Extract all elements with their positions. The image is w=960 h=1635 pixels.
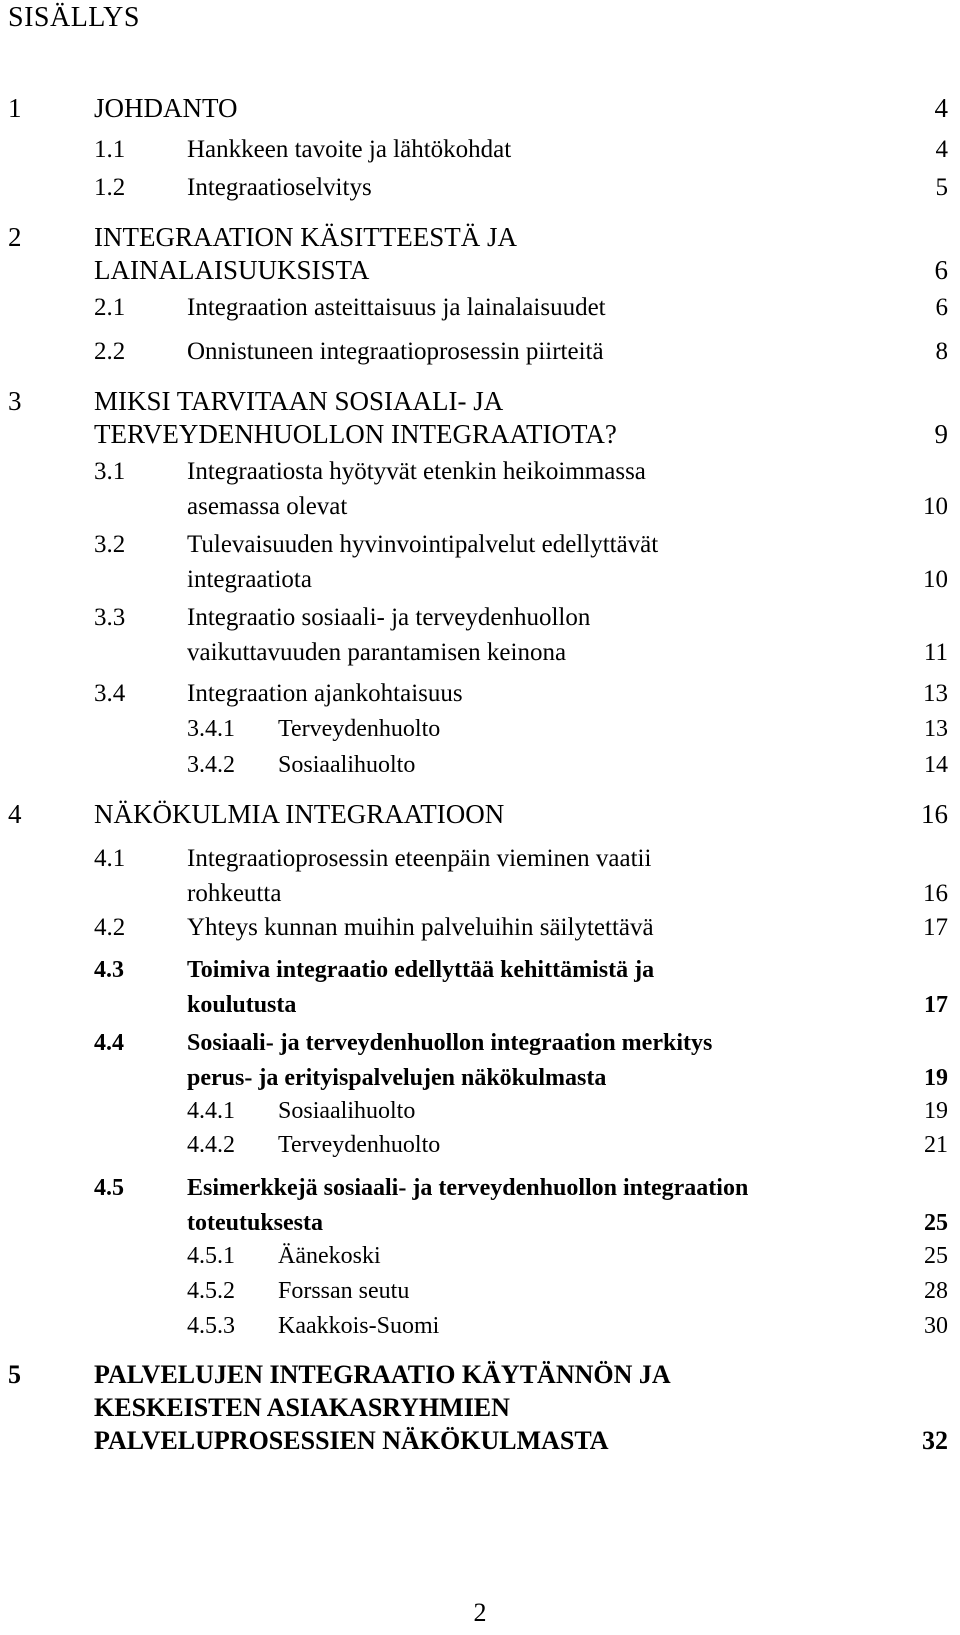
toc-entry-number: 1.2: [94, 174, 126, 201]
toc-entry-page: 14: [924, 752, 948, 778]
toc-entry-title-line: KESKEISTEN ASIAKASRYHMIEN: [94, 1393, 510, 1422]
toc-entry-number: 4: [8, 799, 22, 829]
toc-entry-page: 32: [922, 1426, 948, 1455]
toc-entry-number: 3.3: [94, 604, 126, 631]
toc-entry-title-line: rohkeutta: [187, 880, 282, 907]
toc-entry-number: 2.1: [94, 294, 126, 321]
toc-entry-number: 1.1: [94, 136, 126, 163]
toc-entry-title-line: NÄKÖKULMIA INTEGRAATIOON: [94, 799, 505, 829]
toc-entry-number: 3: [8, 386, 22, 416]
toc-entry-title-line: vaikuttavuuden parantamisen keinona: [187, 639, 567, 666]
toc-entry-number: 4.5.3: [187, 1313, 235, 1339]
toc-entry-page: 13: [923, 680, 948, 707]
toc-entry-page: 10: [923, 493, 948, 520]
toc-entry-title-line: Integraation ajankohtaisuus: [187, 680, 463, 707]
toc-entry-title-line: Yhteys kunnan muihin palveluihin säilytettävä: [187, 914, 654, 941]
toc-entry-number: 4.5: [94, 1175, 124, 1201]
toc-entry-page: 19: [924, 1065, 948, 1091]
toc-entry-title-line: integraatiota: [187, 566, 312, 593]
toc-entry-page: 4: [934, 93, 948, 123]
toc-entry-title-line: Terveydenhuolto: [278, 1132, 441, 1158]
toc-entry-page: 19: [924, 1098, 948, 1124]
toc-entry-number: 4.4.2: [187, 1132, 235, 1158]
toc-entry-number: 4.4: [94, 1030, 124, 1056]
toc-entry-number: 3.1: [94, 458, 126, 485]
toc-entry-number: 2: [8, 222, 22, 252]
toc-entry-title-line: Sosiaali- ja terveydenhuollon integraation merkitys: [187, 1030, 713, 1056]
toc-entry-title-line: Integraatioselvitys: [187, 174, 372, 201]
toc-entry-page: 9: [934, 419, 948, 449]
toc-entry-title-line: Kaakkois-Suomi: [278, 1313, 440, 1339]
toc-entry-number: 1: [8, 93, 22, 123]
toc-entry-number: 3.4.1: [187, 716, 235, 742]
toc-entry-number: 4.1: [94, 845, 126, 872]
toc-entry-number: 3.2: [94, 531, 126, 558]
toc-entry-title-line: Integraatio sosiaali- ja terveydenhuollon: [187, 604, 591, 631]
toc-entry-title-line: INTEGRAATION KÄSITTEESTÄ JA: [94, 222, 517, 252]
toc-entry-title-line: Tulevaisuuden hyvinvointipalvelut edellyttävät: [187, 531, 659, 558]
toc-entry-title-line: Integraatiosta hyötyvät etenkin heikoimmassa: [187, 458, 646, 485]
toc-entry-page: 25: [924, 1210, 948, 1236]
toc-entry-page: 30: [924, 1313, 948, 1339]
toc-entry-number: 3.4.2: [187, 752, 235, 778]
toc-entry-page: 6: [935, 294, 948, 321]
toc-entry-page: 16: [923, 880, 948, 907]
toc-entry-page: 4: [935, 136, 948, 163]
toc-entry-page: 5: [935, 174, 948, 201]
page-title: SISÄLLYS: [8, 2, 140, 33]
toc-entry-title-line: asemassa olevat: [187, 493, 348, 520]
toc-entry-page: 10: [923, 566, 948, 593]
toc-entry-number: 4.2: [94, 914, 126, 941]
toc-entry-title-line: PALVELUJEN INTEGRAATIO KÄYTÄNNÖN JA: [94, 1360, 671, 1389]
toc-entry-number: 4.5.1: [187, 1243, 235, 1269]
toc-entry-title-line: Forssan seutu: [278, 1278, 410, 1304]
toc-entry-number: 4.4.1: [187, 1098, 235, 1124]
toc-entry-title-line: Äänekoski: [278, 1243, 381, 1269]
toc-entry-number: 4.3: [94, 957, 124, 983]
toc-entry-title-line: TERVEYDENHUOLLON INTEGRAATIOTA?: [94, 419, 617, 449]
toc-entry-title-line: Integraatioprosessin eteenpäin vieminen vaatii: [187, 845, 652, 872]
toc-entry-number: 5: [8, 1360, 21, 1389]
page-number-footer: 2: [473, 1598, 487, 1627]
toc-entry-page: 6: [934, 255, 948, 285]
toc-entry-page: 16: [921, 799, 948, 829]
toc-entry-page: 21: [924, 1132, 948, 1158]
toc-entry-title-line: Integraation asteittaisuus ja lainalaisuudet: [187, 294, 606, 321]
toc-entry-number: 2.2: [94, 338, 126, 365]
toc-entry-number: 3.4: [94, 680, 126, 707]
toc-entry-title-line: Sosiaalihuolto: [278, 752, 416, 778]
toc-entry-title-line: Onnistuneen integraatioprosessin piirteitä: [187, 338, 604, 365]
toc-entry-number: 4.5.2: [187, 1278, 235, 1304]
toc-entry-title-line: JOHDANTO: [94, 93, 238, 123]
toc-entry-title-line: perus- ja erityispalvelujen näkökulmasta: [187, 1065, 607, 1091]
toc-entry-page: 13: [924, 716, 948, 742]
toc-entry-page: 11: [923, 639, 948, 666]
toc-entry-page: 17: [924, 992, 948, 1018]
toc-entry-page: 8: [935, 338, 948, 365]
toc-entry-title-line: Esimerkkejä sosiaali- ja terveydenhuollon integraation: [187, 1175, 749, 1201]
toc-entry-title-line: LAINALAISUUKSISTA: [94, 255, 370, 285]
toc-entry-page: 17: [923, 914, 948, 941]
toc-entry-page: 25: [924, 1243, 948, 1269]
toc-entry-title-line: PALVELUPROSESSIEN NÄKÖKULMASTA: [94, 1426, 609, 1455]
toc-entry-title-line: toteutuksesta: [187, 1210, 323, 1236]
toc-entry-title-line: Sosiaalihuolto: [278, 1098, 416, 1124]
toc-entry-title-line: Terveydenhuolto: [278, 716, 441, 742]
toc-entry-title-line: koulutusta: [187, 992, 297, 1018]
toc-entry-title-line: MIKSI TARVITAAN SOSIAALI- JA: [94, 386, 504, 416]
toc-entry-title-line: Hankkeen tavoite ja lähtökohdat: [187, 136, 512, 163]
toc-entry-page: 28: [924, 1278, 948, 1304]
toc-entry-title-line: Toimiva integraatio edellyttää kehittämistä ja: [187, 957, 655, 983]
